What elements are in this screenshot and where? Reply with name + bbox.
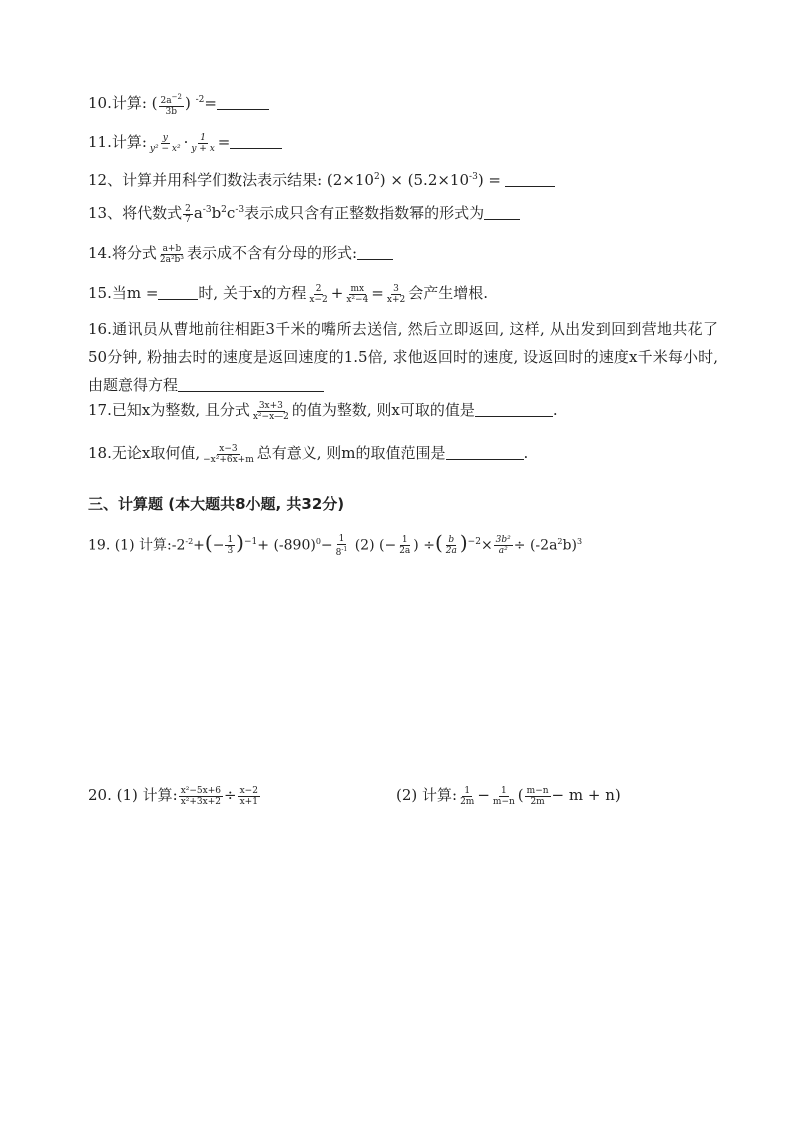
question-20-part1: 20. (1) 计算: $\frac{\text{x²−5x+6}}{\text{x²+3x+2}}$ ÷ $\frac{x-2}{x+1}$ [88, 785, 258, 807]
answer-blank[interactable] [217, 95, 269, 110]
answer-blank[interactable] [178, 377, 324, 392]
q14-fraction: $\frac{a+b}{\text{2a²b³}}$ [159, 243, 184, 265]
question-20-part2: (2) 计算: $\frac{1}{2m}$ − $\frac{1}{m-n}$ ( $\frac{m-n}{2m}$ − m + n) [396, 785, 621, 807]
question-13: 13、将代数式 $\frac{2}{7}$ $a^{-3}b^2c^{-3}$表示成只含有正整数指数幂的形式为 [88, 200, 520, 225]
q10-prefix: 10.计算: ( [88, 94, 158, 112]
q18-fraction: $\frac{x-3}{\text{−x²+6x+m}}$ [203, 443, 254, 465]
q19-fraction-2: $\frac{1}{8^{-1}}$ [335, 533, 348, 558]
answer-blank[interactable] [505, 172, 555, 187]
q19-fraction-5: $\frac{\text{3b²}}{\text{a²}}$ [495, 535, 511, 557]
question-11: 11.计算: $\frac{y}{\text{y² − x²}}$ · $\frac{1}{y + x}$ = [88, 132, 282, 154]
q17-fraction: $\frac{3x+3}{\text{x²−x—2}}$ [252, 400, 289, 422]
q10-exponent: -2 [195, 95, 205, 105]
question-10: 10.计算: ( $\frac{2a^{-2}}{3b}$ ) $^{-2}$= [88, 90, 269, 117]
q15-fraction-3: $\frac{3}{x+2}$ [386, 283, 406, 305]
q19-fraction-1: $\frac{1}{3}$ [227, 535, 234, 557]
q20-fraction-2: $\frac{x-2}{x+1}$ [239, 785, 258, 807]
answer-blank[interactable] [484, 205, 520, 220]
answer-blank[interactable] [230, 134, 282, 149]
question-18: 18.无论x取何值, $\frac{x-3}{\text{−x²+6x+m}}$ 总有意义, 则m的取值范围是 . [88, 443, 529, 465]
question-12: 12、计算并用科学们数法表示结果: $(2\times 10^2) \times (5.2\times 10^{-3})$ = [88, 167, 555, 190]
q11-prefix: 11.计算: [88, 133, 147, 151]
question-19: 19. (1) 计算$:-2^{-2}+(-$ $\frac{1}{3}$ )$^{-1}+ (-890)^0-$ $\frac{1}{8^{-1}}$ (2) (− $\frac{1}{2a}$ ) ÷( $\frac{b}{2a}$ )$^{-2}$× $\frac{\text{3b²}}{\text{a²}}$ ÷ $(-2a^2b)^3$ [88, 530, 583, 558]
answer-blank[interactable] [446, 445, 524, 460]
answer-blank[interactable] [475, 402, 553, 417]
q20-fraction-1: $\frac{\text{x²−5x+6}}{\text{x²+3x+2}}$ [180, 785, 221, 807]
q10-fraction: $\frac{2a^{-2}}{3b}$ [160, 92, 182, 117]
answer-blank[interactable] [357, 245, 393, 260]
q20-fraction-4: $\frac{1}{m-n}$ [492, 785, 515, 807]
question-15: 15.当m = 时, 关于x的方程 $\frac{2}{x-2}$ + $\frac{mx}{\text{x²−4}}$ = $\frac{3}{x+2}$ 会产生增根. [88, 283, 488, 305]
q11-fraction-2: $\frac{1}{y + x}$ [191, 132, 215, 154]
section-title: 三、计算题 (本大题共8小题, 共32分) [88, 495, 345, 513]
q11-fraction-1: $\frac{y}{\text{y² − x²}}$ [149, 132, 181, 154]
q15-fraction-1: $\frac{2}{x-2}$ [309, 283, 328, 305]
q20-fraction-5: $\frac{m-n}{2m}$ [526, 785, 549, 807]
q13-fraction: $\frac{2}{7}$ [185, 203, 191, 225]
q19-fraction-3: $\frac{1}{2a}$ [399, 535, 411, 557]
q19-fraction-4: $\frac{b}{2a}$ [445, 535, 457, 557]
answer-blank[interactable] [158, 285, 198, 300]
question-14: 14.将分式 $\frac{a+b}{\text{2a²b³}}$ 表示成不含有分母的形式: [88, 243, 393, 265]
q15-fraction-2: $\frac{mx}{\text{x²−4}}$ [346, 283, 369, 305]
q20-fraction-3: $\frac{1}{2m}$ [460, 785, 475, 807]
question-17: 17.已知x为整数, 且分式 $\frac{3x+3}{\text{x²−x—2}}$ 的值为整数, 则x可取的值是 . [88, 400, 558, 422]
question-16: 16.通讯员从曹地前往相距3千米的嘴所去送信, 然后立即返回, 这样, 从出发到回到营地共花了50分钟, 粉抽去时的速度是返回速度的1.5倍, 求他返回时的速度, 设返回时的速度x千米每小时, 由题意得方程 [88, 320, 718, 394]
